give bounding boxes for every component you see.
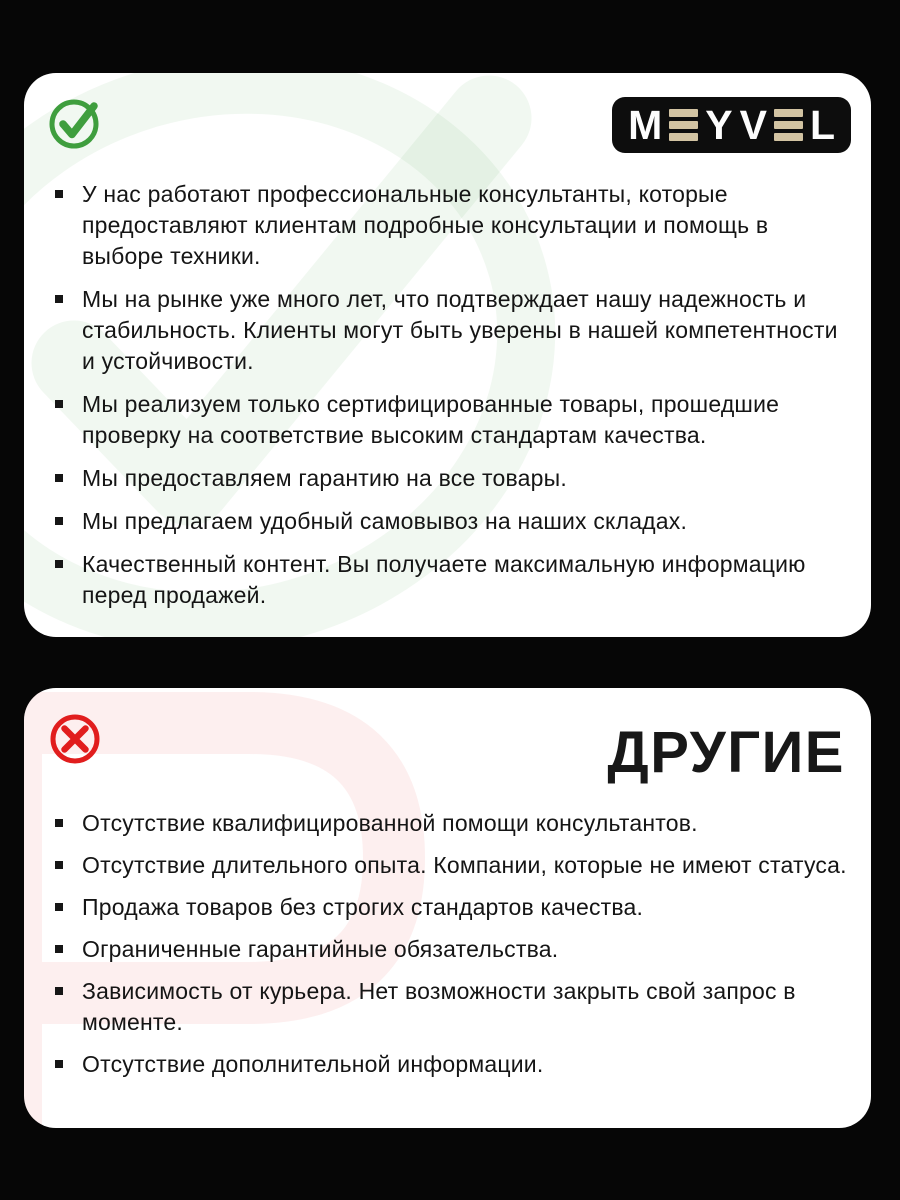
drawbacks-list	[24, 808, 871, 1080]
drawback-item	[82, 976, 847, 1038]
drawback-item	[82, 892, 847, 923]
benefit-text: Мы предлагаем удобный самовывоз на наших складах.	[82, 508, 688, 534]
bullet-marker	[55, 861, 63, 869]
benefit-item	[82, 179, 847, 272]
drawback-text: Зависимость от курьера. Нет возможности закрыть свой запрос в моменте.	[82, 978, 796, 1035]
benefit-item	[82, 389, 847, 451]
logo-letter-y: Y	[705, 101, 733, 148]
bullet-marker	[55, 295, 63, 303]
drawback-text: Продажа товаров без строгих стандартов качества.	[82, 894, 644, 920]
logo-letter-e-bars-icon	[774, 109, 803, 141]
benefit-text: У нас работают профессиональные консультанты, которые предоставляют клиентам подробные консультации и помощь в выборе техники.	[82, 181, 769, 269]
drawback-item	[82, 934, 847, 965]
others-title: ДРУГИЕ	[607, 720, 845, 785]
bullet-marker	[55, 560, 63, 568]
drawback-text: Отсутствие длительного опыта. Компании, которые не имеют статуса.	[82, 852, 847, 878]
benefit-item	[82, 284, 847, 377]
benefit-text: Мы предоставляем гарантию на все товары.	[82, 465, 567, 491]
drawback-item	[82, 850, 847, 881]
logo-letter-m: M	[628, 101, 663, 148]
bullet-marker	[55, 945, 63, 953]
benefit-item	[82, 506, 847, 537]
benefits-list	[24, 179, 871, 611]
bullet-marker	[55, 517, 63, 525]
bullet-marker	[55, 903, 63, 911]
drawback-text: Ограниченные гарантийные обязательства.	[82, 936, 559, 962]
approved-card	[24, 73, 871, 637]
benefit-text: Качественный контент. Вы получаете максимальную информацию перед продажей.	[82, 551, 806, 608]
bullet-marker	[55, 190, 63, 198]
drawback-text: Отсутствие квалифицированной помощи консультантов.	[82, 810, 698, 836]
bullet-marker	[55, 819, 63, 827]
meyvel-logo	[612, 97, 851, 153]
logo-letter-l: L	[809, 101, 835, 148]
bullet-marker	[55, 474, 63, 482]
others-card	[24, 688, 871, 1128]
x-circle-icon	[48, 708, 104, 770]
bullet-marker	[55, 987, 63, 995]
approved-card-header	[24, 73, 871, 155]
others-card-header	[24, 688, 871, 785]
check-circle-icon	[48, 93, 104, 155]
benefit-item	[82, 463, 847, 494]
benefit-item	[82, 549, 847, 611]
logo-letter-e-bars-icon	[669, 109, 698, 141]
drawback-text: Отсутствие дополнительной информации.	[82, 1051, 544, 1077]
drawback-item	[82, 1049, 847, 1080]
drawback-item	[82, 808, 847, 839]
bullet-marker	[55, 400, 63, 408]
benefit-text: Мы реализуем только сертифицированные товары, прошедшие проверку на соответствие высоким стандартам качества.	[82, 391, 780, 448]
bullet-marker	[55, 1060, 63, 1068]
benefit-text: Мы на рынке уже много лет, что подтверждает нашу надежность и стабильность. Клиенты могут быть уверены в нашей компетентности и устойчивости.	[82, 286, 838, 374]
logo-letter-v: V	[739, 101, 767, 148]
